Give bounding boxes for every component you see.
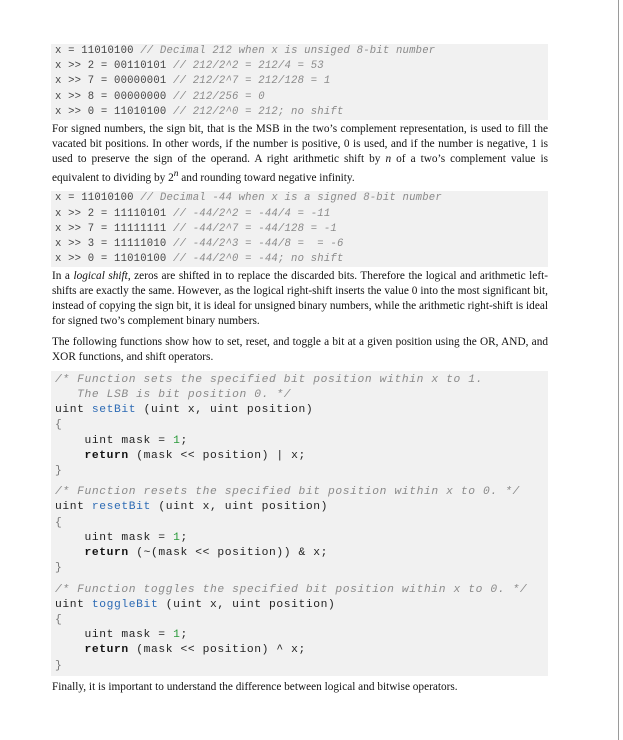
close-brace: }	[55, 465, 63, 478]
code-comment: /* Function resets the specified bit position within x to 0. */	[55, 486, 520, 499]
code-line: x = 11010100 // Decimal 212 when x is unsiged 8-bit number	[55, 45, 436, 57]
code-line: x >> 2 = 00110101 // 212/2^2 = 212/4 = 53	[55, 60, 324, 73]
open-brace: {	[55, 613, 63, 626]
code-line: x >> 2 = 11110101 // -44/2^2 = -44/4 = -11	[55, 207, 331, 220]
open-brace: {	[55, 419, 63, 432]
code-line: x >> 7 = 00000001 // 212/2^7 = 212/128 = 1	[55, 75, 331, 88]
code-comment: The LSB is bit position 0. */	[55, 389, 292, 402]
code-line: x >> 0 = 11010100 // -44/2^0 = -44; no shift	[55, 253, 344, 266]
code-line: x >> 0 = 11010100 // 212/2^0 = 212; no shift	[55, 105, 344, 118]
code-line: x >> 3 = 11111010 // -44/2^3 = -44/8 = = -6	[55, 238, 344, 251]
open-brace: {	[55, 516, 63, 529]
code-block-bit-functions	[51, 371, 548, 676]
code-line: x >> 8 = 00000000 // 212/256 = 0	[55, 90, 265, 103]
code-block-signed-shift	[51, 191, 548, 267]
page-edge	[618, 0, 619, 740]
code-line: return (mask << position) ^ x;	[84, 644, 306, 657]
function-signature: uint toggleBit (uint x, uint position)	[55, 598, 336, 611]
paragraph-functions-intro: The following functions show how to set, reset, and toggle a bit at a given position using the OR, AND, and XOR functions, and shift operators.	[52, 336, 548, 363]
code-line: uint mask = 1;	[55, 434, 188, 447]
code-line: x = 11010100 // Decimal -44 when x is a signed 8-bit number	[55, 192, 442, 205]
function-signature: uint setBit (uint x, uint position)	[55, 404, 314, 417]
function-signature: uint resetBit (uint x, uint position)	[55, 501, 329, 514]
code-line: return (~(mask << position)) & x;	[84, 547, 329, 560]
code-block-unsigned-shift	[51, 44, 548, 120]
paragraph-logical-shift: In a logical shift, zeros are shifted in to replace the discarded bits. Therefore the logical and arithmetic left-shifts are exactly the same. However, as the logical right-shift inserts the value 0 into the most significant bit, instead of copying the sign bit, it is ideal for unsigned binary numbers, while the arithmetic right-shift is ideal for signed two’s complement binary numbers.	[52, 270, 548, 328]
close-brace: }	[55, 562, 63, 575]
code-line: uint mask = 1;	[55, 531, 188, 544]
paragraph-closing: Finally, it is important to understand the difference between logical and bitwise operators.	[52, 680, 458, 693]
code-line: return (mask << position) | x;	[84, 449, 306, 462]
code-line: x >> 7 = 11111111 // -44/2^7 = -44/128 = -1	[55, 222, 337, 235]
document-page	[51, 44, 548, 701]
paragraph-signed-shift: For signed numbers, the sign bit, that is the MSB in the two’s complement representation, is used to fill the vacated bit positions. In other words, if the number is positive, 0 is used, and if the number is negative, 1 is used to preserve the sign of the operand. A right arithmetic shift by n of a two’s complement value is equivalent to dividing by 2$^n$ and rounding toward negative infinity.	[52, 123, 548, 184]
code-comment: /* Function sets the specified bit position within x to 1.	[55, 373, 483, 386]
code-comment: /* Function toggles the specified bit position within x to 0. */	[55, 583, 528, 596]
code-line: uint mask = 1;	[55, 629, 188, 642]
close-brace: }	[55, 659, 63, 672]
